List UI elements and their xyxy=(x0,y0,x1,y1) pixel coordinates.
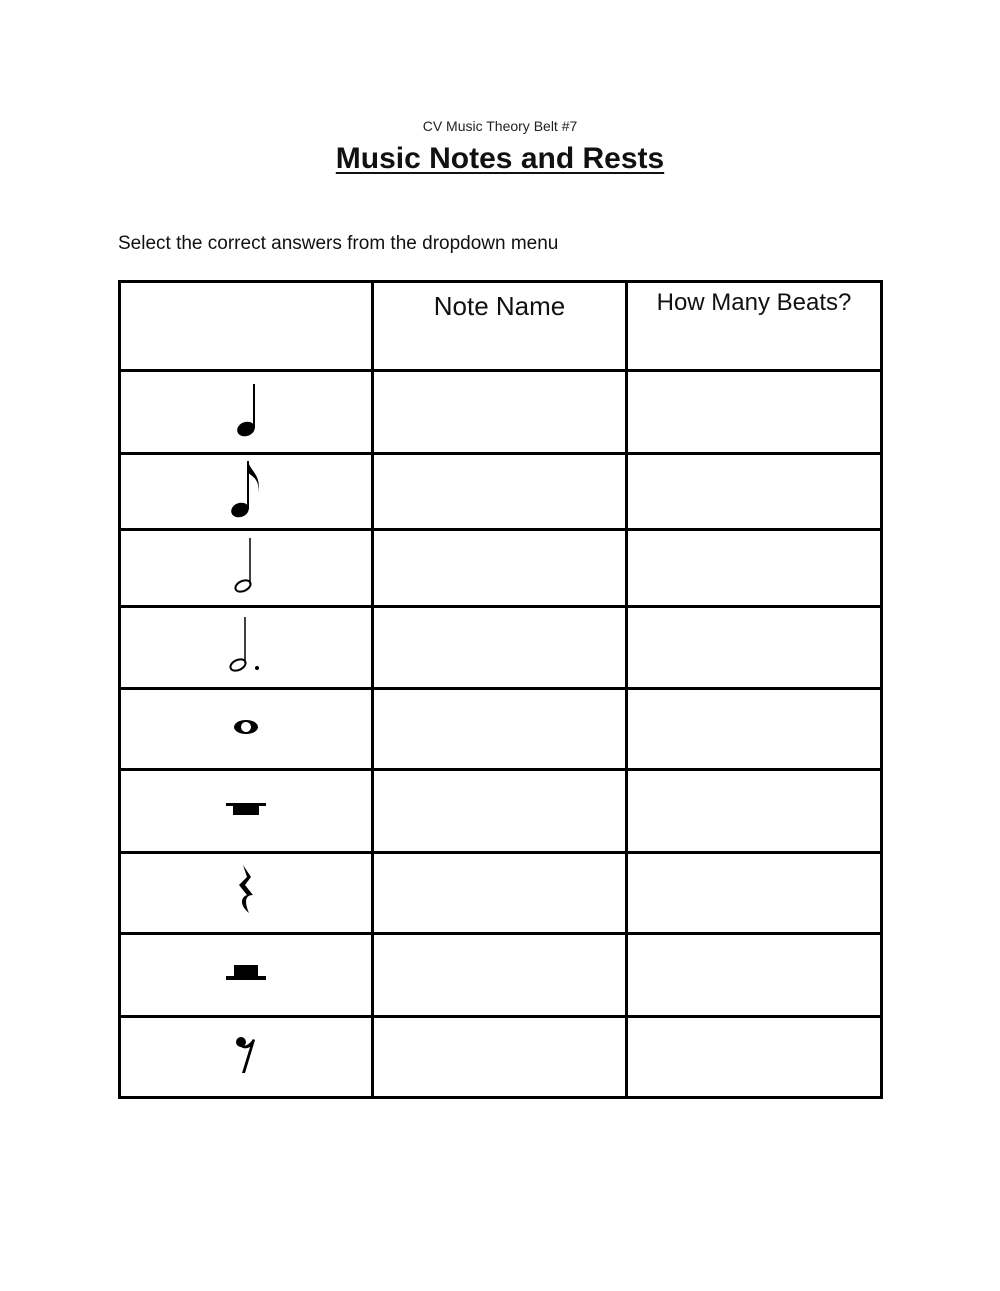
note-name-dropdown[interactable] xyxy=(373,1017,627,1098)
notes-table xyxy=(118,280,883,1099)
table-row xyxy=(120,934,882,1017)
note-name-dropdown[interactable] xyxy=(373,530,627,607)
whole-rest-icon xyxy=(224,797,268,821)
beats-dropdown[interactable] xyxy=(627,371,882,454)
note-name-dropdown[interactable] xyxy=(373,934,627,1017)
half-note-icon xyxy=(226,534,266,598)
instructions: Select the correct answers from the dropdown menu xyxy=(118,233,559,254)
table-row xyxy=(120,607,882,689)
symbol-cell xyxy=(120,770,373,853)
eighth-rest-icon xyxy=(231,1033,261,1077)
note-name-dropdown[interactable] xyxy=(373,454,627,530)
half-rest-icon xyxy=(224,961,268,985)
symbol-cell xyxy=(120,607,373,689)
table-row xyxy=(120,770,882,853)
symbol-cell xyxy=(120,454,373,530)
symbol-cell xyxy=(120,689,373,770)
table-row xyxy=(120,371,882,454)
beats-dropdown[interactable] xyxy=(627,770,882,853)
quarter-note-icon xyxy=(226,380,266,440)
symbol-cell xyxy=(120,853,373,934)
quarter-rest-icon xyxy=(231,863,261,919)
note-name-dropdown[interactable] xyxy=(373,689,627,770)
beats-dropdown[interactable] xyxy=(627,689,882,770)
beats-dropdown[interactable] xyxy=(627,607,882,689)
beats-dropdown[interactable] xyxy=(627,530,882,607)
table-row xyxy=(120,853,882,934)
symbol-cell xyxy=(120,1017,373,1098)
table-row xyxy=(120,454,882,530)
table-row xyxy=(120,530,882,607)
eighth-note-icon xyxy=(226,457,266,521)
table-row xyxy=(120,689,882,770)
beats-dropdown[interactable] xyxy=(627,934,882,1017)
worksheet-subtitle: CV Music Theory Belt #7 xyxy=(422,118,578,134)
note-name-dropdown[interactable] xyxy=(373,853,627,934)
whole-note-icon xyxy=(226,715,266,739)
symbol-cell xyxy=(120,371,373,454)
symbol-cell xyxy=(120,934,373,1017)
title-text: Music Notes and Rests xyxy=(335,142,665,175)
symbol-cell xyxy=(120,530,373,607)
note-name-dropdown[interactable] xyxy=(373,371,627,454)
beats-dropdown[interactable] xyxy=(627,454,882,530)
header-note-name: Note Name xyxy=(373,282,627,371)
worksheet-title xyxy=(0,142,1000,176)
beats-dropdown[interactable] xyxy=(627,853,882,934)
header-beats: How Many Beats? xyxy=(627,282,882,371)
header-symbol xyxy=(120,282,373,371)
table-row xyxy=(120,1017,882,1098)
note-name-dropdown[interactable] xyxy=(373,770,627,853)
note-name-dropdown[interactable] xyxy=(373,607,627,689)
header-row xyxy=(120,282,882,371)
dotted-half-note-icon xyxy=(221,613,271,677)
beats-dropdown[interactable] xyxy=(627,1017,882,1098)
